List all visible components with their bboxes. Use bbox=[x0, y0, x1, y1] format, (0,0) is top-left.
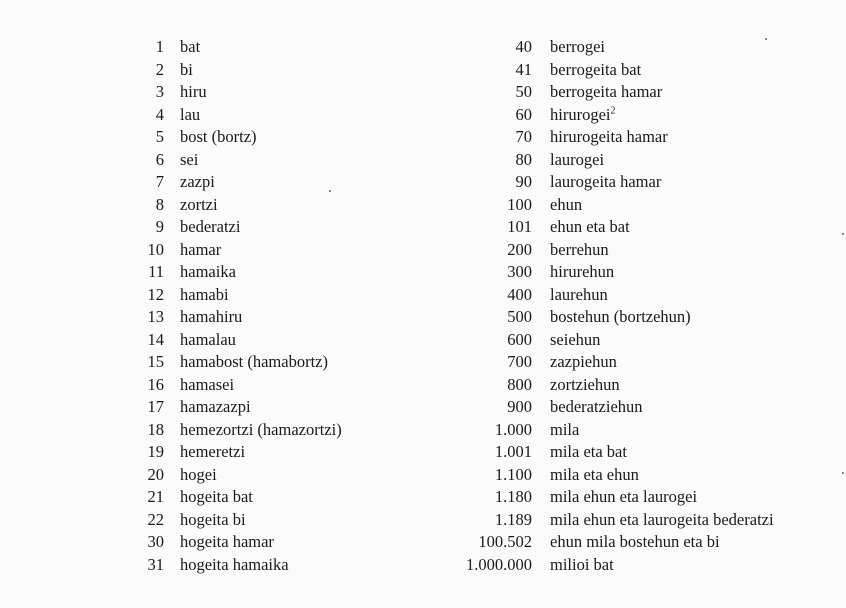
number-value: 50 bbox=[515, 82, 532, 101]
number-row bbox=[440, 374, 774, 397]
number-value: 11 bbox=[148, 262, 164, 281]
number-value: 21 bbox=[147, 487, 164, 506]
number-row bbox=[118, 374, 342, 397]
basque-word-cell bbox=[180, 351, 328, 374]
number-row bbox=[440, 126, 774, 149]
scan-speck bbox=[842, 233, 844, 235]
basque-word: berrehun bbox=[550, 239, 609, 259]
number-value: 7 bbox=[155, 172, 164, 191]
basque-word-cell bbox=[550, 104, 615, 127]
number-value: 15 bbox=[147, 352, 164, 371]
number-row bbox=[440, 36, 774, 59]
number-row bbox=[118, 464, 342, 487]
number-value: 60 bbox=[515, 104, 532, 124]
basque-word-cell bbox=[550, 284, 608, 307]
basque-word: hamar bbox=[180, 239, 222, 259]
basque-word-cell bbox=[180, 59, 193, 82]
number-value: 41 bbox=[515, 59, 532, 79]
basque-word: hamazazpi bbox=[180, 397, 251, 416]
basque-word: hamahiru bbox=[180, 307, 243, 326]
basque-word-cell bbox=[180, 441, 245, 464]
basque-word-cell bbox=[180, 171, 215, 194]
number-value: 100 bbox=[507, 194, 532, 214]
number-row bbox=[440, 554, 774, 577]
basque-word: hogeita bat bbox=[180, 487, 253, 506]
basque-word-cell bbox=[180, 531, 274, 554]
basque-word: hamabi bbox=[180, 284, 229, 304]
number-row bbox=[440, 441, 774, 464]
scan-speck bbox=[765, 38, 767, 40]
basque-word-cell bbox=[180, 306, 242, 329]
number-value: 12 bbox=[147, 284, 164, 304]
basque-word-cell bbox=[180, 149, 198, 172]
number-row bbox=[118, 36, 342, 59]
number-value: 30 bbox=[147, 532, 164, 551]
basque-word: bi bbox=[180, 59, 193, 79]
number-row bbox=[118, 419, 342, 442]
scan-speck bbox=[329, 190, 331, 192]
number-value: 8 bbox=[155, 194, 164, 214]
basque-word-cell bbox=[550, 81, 662, 104]
number-row bbox=[118, 351, 342, 374]
basque-word: mila eta bat bbox=[550, 442, 627, 461]
number-row bbox=[440, 239, 774, 262]
basque-word: mila eta ehun bbox=[550, 464, 639, 484]
number-row bbox=[118, 239, 342, 262]
basque-word-cell bbox=[550, 239, 609, 262]
footnote-marker: 2 bbox=[610, 105, 616, 116]
basque-word-cell bbox=[550, 464, 639, 487]
number-value: 31 bbox=[147, 554, 164, 574]
number-row bbox=[118, 59, 342, 82]
number-value: 17 bbox=[147, 397, 164, 416]
number-value: 18 bbox=[147, 419, 164, 439]
basque-word: ehun eta bat bbox=[550, 217, 630, 236]
number-row bbox=[118, 396, 342, 419]
basque-word-cell bbox=[180, 126, 257, 149]
number-row bbox=[440, 81, 774, 104]
number-value: 900 bbox=[507, 397, 532, 416]
basque-word: zazpiehun bbox=[550, 352, 617, 371]
number-value: 14 bbox=[147, 329, 164, 349]
number-value: 1.180 bbox=[494, 487, 532, 506]
basque-word-cell bbox=[550, 171, 661, 194]
basque-word: mila ehun eta laurogeita bederatzi bbox=[550, 509, 774, 529]
basque-word: bat bbox=[180, 37, 201, 56]
number-row bbox=[118, 104, 342, 127]
number-value: 19 bbox=[147, 442, 164, 461]
number-row bbox=[118, 486, 342, 509]
number-row bbox=[118, 554, 342, 577]
number-row bbox=[118, 216, 342, 239]
number-row bbox=[440, 284, 774, 307]
basque-word-cell bbox=[180, 509, 246, 532]
basque-word: bederatziehun bbox=[550, 397, 643, 416]
basque-word-cell bbox=[180, 486, 253, 509]
number-row bbox=[440, 306, 774, 329]
basque-word: mila bbox=[550, 419, 580, 439]
number-row bbox=[118, 329, 342, 352]
number-row bbox=[118, 81, 342, 104]
basque-word: bostehun (bortzehun) bbox=[550, 307, 691, 326]
number-row bbox=[118, 509, 342, 532]
number-value: 1.189 bbox=[494, 509, 532, 529]
basque-word: hamaika bbox=[180, 262, 236, 281]
basque-word-cell bbox=[550, 509, 774, 532]
basque-word-cell bbox=[550, 261, 614, 284]
basque-word: zortzi bbox=[180, 194, 218, 214]
basque-word: laurogei bbox=[550, 149, 605, 169]
basque-word: berrogei bbox=[550, 37, 605, 56]
basque-word: mila ehun eta laurogei bbox=[550, 487, 698, 506]
basque-word: berrogeita hamar bbox=[550, 82, 663, 101]
basque-word-cell bbox=[550, 194, 582, 217]
number-value: 200 bbox=[507, 239, 532, 259]
basque-word-cell bbox=[180, 216, 240, 239]
basque-word-cell bbox=[180, 396, 251, 419]
number-row bbox=[440, 531, 774, 554]
number-row bbox=[440, 104, 774, 127]
basque-word-cell bbox=[550, 396, 643, 419]
basque-word-cell bbox=[180, 104, 200, 127]
number-value: 70 bbox=[515, 127, 532, 146]
number-value: 400 bbox=[507, 284, 532, 304]
basque-word-cell bbox=[180, 36, 200, 59]
number-row bbox=[440, 329, 774, 352]
number-value: 1.000 bbox=[494, 419, 532, 439]
number-row bbox=[118, 149, 342, 172]
basque-word: hogeita hamaika bbox=[180, 554, 289, 574]
basque-word-cell bbox=[550, 126, 668, 149]
number-value: 1 bbox=[155, 37, 164, 56]
basque-word: hirurehun bbox=[550, 262, 615, 281]
number-row bbox=[440, 261, 774, 284]
number-value: 4 bbox=[155, 104, 164, 124]
number-row bbox=[440, 396, 774, 419]
basque-word: hamabost (hamabortz) bbox=[180, 352, 328, 371]
basque-word: bederatzi bbox=[180, 217, 241, 236]
basque-word: hemeretzi bbox=[180, 442, 246, 461]
basque-word-cell bbox=[550, 441, 627, 464]
number-row bbox=[440, 216, 774, 239]
number-row bbox=[118, 171, 342, 194]
basque-word: lau bbox=[180, 104, 201, 124]
basque-word-cell bbox=[550, 306, 691, 329]
number-value: 700 bbox=[507, 352, 532, 371]
basque-word-cell bbox=[180, 419, 342, 442]
number-value: 20 bbox=[147, 464, 164, 484]
basque-word: hogei bbox=[180, 464, 217, 484]
basque-word-cell bbox=[180, 554, 289, 577]
number-value: 3 bbox=[155, 82, 164, 101]
basque-word: sei bbox=[180, 149, 199, 169]
basque-word-cell bbox=[180, 329, 236, 352]
number-row bbox=[440, 464, 774, 487]
number-row bbox=[118, 441, 342, 464]
number-row bbox=[440, 351, 774, 374]
basque-word-cell bbox=[550, 351, 617, 374]
number-value: 800 bbox=[507, 374, 532, 394]
basque-word: hirurogei bbox=[550, 104, 611, 124]
number-value: 500 bbox=[507, 307, 532, 326]
basque-word: hamalau bbox=[180, 329, 236, 349]
basque-word-cell bbox=[550, 374, 620, 397]
basque-word: hamasei bbox=[180, 374, 235, 394]
number-value: 1.100 bbox=[494, 464, 532, 484]
basque-word: zazpi bbox=[180, 172, 215, 191]
number-row bbox=[440, 171, 774, 194]
basque-word: hiru bbox=[180, 82, 207, 101]
number-value: 22 bbox=[147, 509, 164, 529]
number-row bbox=[440, 194, 774, 217]
basque-word: hogeita bi bbox=[180, 509, 246, 529]
number-value: 100.502 bbox=[478, 532, 532, 551]
number-value: 101 bbox=[507, 217, 532, 236]
basque-word: hirurogeita hamar bbox=[550, 127, 668, 146]
number-value: 5 bbox=[155, 127, 164, 146]
basque-word: berrogeita bat bbox=[550, 59, 642, 79]
basque-word-cell bbox=[180, 261, 236, 284]
number-row bbox=[440, 59, 774, 82]
number-row bbox=[440, 486, 774, 509]
basque-word: laurogeita hamar bbox=[550, 172, 662, 191]
basque-word: bost (bortz) bbox=[180, 127, 257, 146]
number-row bbox=[118, 284, 342, 307]
number-row bbox=[440, 419, 774, 442]
number-row bbox=[118, 306, 342, 329]
left-number-column bbox=[118, 36, 342, 576]
basque-word: zortziehun bbox=[550, 374, 620, 394]
basque-word: hogeita hamar bbox=[180, 532, 274, 551]
basque-word: laurehun bbox=[550, 284, 608, 304]
basque-word-cell bbox=[180, 239, 221, 262]
basque-word: seiehun bbox=[550, 329, 601, 349]
number-row bbox=[440, 509, 774, 532]
basque-word-cell bbox=[550, 531, 720, 554]
number-value: 2 bbox=[155, 59, 164, 79]
number-value: 13 bbox=[147, 307, 164, 326]
basque-word-cell bbox=[180, 194, 218, 217]
basque-word-cell bbox=[180, 284, 229, 307]
basque-word-cell bbox=[550, 554, 614, 577]
number-row bbox=[118, 531, 342, 554]
right-number-column bbox=[440, 36, 774, 576]
basque-word: ehun bbox=[550, 194, 583, 214]
number-row bbox=[118, 261, 342, 284]
basque-word-cell bbox=[550, 419, 579, 442]
number-value: 80 bbox=[515, 149, 532, 169]
basque-word-cell bbox=[550, 329, 600, 352]
number-value: 40 bbox=[515, 37, 532, 56]
basque-word-cell bbox=[180, 374, 234, 397]
number-value: 1.001 bbox=[494, 442, 532, 461]
number-value: 10 bbox=[147, 239, 164, 259]
basque-word: ehun mila bostehun eta bi bbox=[550, 532, 720, 551]
number-value: 90 bbox=[515, 172, 532, 191]
number-value: 1.000.000 bbox=[466, 554, 532, 574]
number-value: 16 bbox=[147, 374, 164, 394]
number-value: 300 bbox=[507, 262, 532, 281]
basque-word-cell bbox=[550, 149, 604, 172]
number-row bbox=[118, 194, 342, 217]
number-value: 600 bbox=[507, 329, 532, 349]
basque-word-cell bbox=[550, 216, 630, 239]
basque-word-cell bbox=[180, 464, 217, 487]
number-value: 6 bbox=[155, 149, 164, 169]
basque-word-cell bbox=[550, 36, 605, 59]
scan-speck bbox=[842, 472, 844, 474]
number-value: 9 bbox=[155, 217, 164, 236]
basque-word: hemezortzi (hamazortzi) bbox=[180, 419, 342, 439]
basque-word: milioi bat bbox=[550, 554, 614, 574]
number-row bbox=[118, 126, 342, 149]
number-row bbox=[440, 149, 774, 172]
basque-word-cell bbox=[180, 81, 207, 104]
basque-word-cell bbox=[550, 486, 697, 509]
basque-word-cell bbox=[550, 59, 641, 82]
